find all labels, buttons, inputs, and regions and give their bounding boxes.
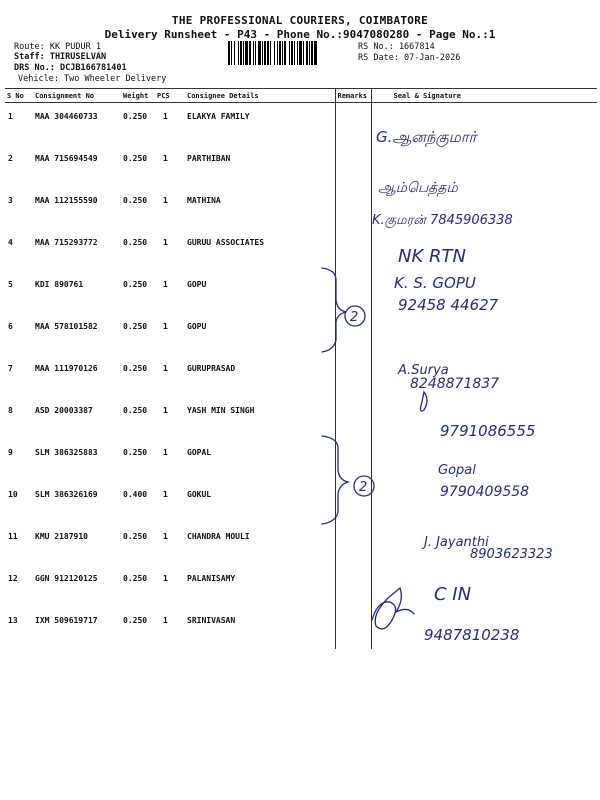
table-row bbox=[5, 313, 597, 355]
table-row bbox=[5, 565, 597, 607]
row-seal-signature bbox=[371, 145, 597, 187]
row-consignment-no: MAA 304460733 bbox=[35, 112, 98, 121]
row-consignee: GOKUL bbox=[187, 489, 212, 499]
row-sno: 7 bbox=[8, 363, 13, 373]
row-seal-signature bbox=[371, 187, 597, 229]
rs-number: RS No.: 1667814 bbox=[358, 42, 435, 52]
row-consignment-no: SLM 386326169 bbox=[35, 489, 98, 499]
row-remarks bbox=[335, 271, 371, 313]
row-consignment-no: KMU 2187910 bbox=[35, 531, 88, 541]
phone-row-11: 8903623323 bbox=[470, 547, 553, 562]
table-header-row bbox=[5, 89, 597, 103]
row-remarks bbox=[335, 481, 371, 523]
row-sno: 13 bbox=[8, 615, 18, 625]
row-remarks bbox=[335, 607, 371, 649]
signature-row-7: A.Surya bbox=[398, 363, 449, 378]
row-consignee: YASH MIN SINGH bbox=[187, 405, 255, 415]
row-sno: 8 bbox=[8, 405, 13, 415]
row-remarks bbox=[335, 523, 371, 565]
row-weight: 0.250 bbox=[123, 321, 148, 331]
row-pcs: 1 bbox=[163, 531, 168, 541]
row-consignee: PARTHIBAN bbox=[187, 153, 231, 163]
row-sno: 10 bbox=[8, 489, 18, 499]
row-consignee: SRINIVASAN bbox=[187, 615, 236, 625]
row-consignee: PALANISAMY bbox=[187, 573, 236, 583]
staff-label: Staff: THIRUSELVAN bbox=[14, 52, 107, 62]
row-remarks bbox=[335, 145, 371, 187]
row-weight: 0.250 bbox=[123, 531, 148, 541]
drs-number: DRS No.: DCJB166781401 bbox=[14, 63, 127, 73]
runsheet-subtitle: Delivery Runsheet - P43 - Phone No.:9047080280 - Page No.:1 bbox=[104, 28, 496, 41]
row-consignee: ELAKYA FAMILY bbox=[187, 112, 250, 121]
col-weight: Weight bbox=[121, 89, 155, 103]
col-sno: S No bbox=[5, 89, 33, 103]
row-weight: 0.250 bbox=[123, 447, 148, 457]
row-sno: 9 bbox=[8, 447, 13, 457]
row-seal-signature bbox=[371, 439, 597, 481]
bracket-count-1: 2 bbox=[350, 310, 359, 325]
row-weight: 0.250 bbox=[123, 405, 148, 415]
row-weight: 0.250 bbox=[123, 153, 148, 163]
row-seal-signature bbox=[371, 271, 597, 313]
signature-row-4: K.குமரன் 7845906338 bbox=[372, 213, 513, 228]
row-sno: 12 bbox=[8, 573, 18, 583]
phone-row-9: 9790409558 bbox=[440, 484, 530, 500]
table-row bbox=[5, 145, 597, 187]
row-sno: 3 bbox=[8, 195, 13, 205]
row-consignee: GOPU bbox=[187, 321, 207, 331]
row-pcs: 1 bbox=[163, 279, 168, 289]
row-consignment-no: SLM 386325883 bbox=[35, 447, 98, 457]
table-row bbox=[5, 355, 597, 397]
row-sno: 5 bbox=[8, 279, 13, 289]
table-row bbox=[5, 481, 597, 523]
signature-row-9: Gopal bbox=[438, 463, 476, 478]
runsheet-table bbox=[5, 88, 597, 649]
row-remarks bbox=[335, 397, 371, 439]
row-consignment-no: MAA 715293772 bbox=[35, 237, 98, 247]
row-sno: 4 bbox=[8, 237, 13, 247]
bracket-count-2: 2 bbox=[359, 480, 368, 495]
row-consignment-no: GGN 912120125 bbox=[35, 573, 98, 583]
row-pcs: 1 bbox=[163, 489, 168, 499]
row-pcs: 1 bbox=[163, 195, 168, 205]
row-weight: 0.250 bbox=[123, 615, 148, 625]
remark-nk-rtn: NK RTN bbox=[398, 246, 466, 267]
signature-row-11: J. Jayanthi bbox=[424, 535, 489, 550]
row-sno: 11 bbox=[8, 531, 18, 541]
row-weight: 0.250 bbox=[123, 573, 148, 583]
route-label: Route: KK PUDUR 1 bbox=[14, 42, 101, 52]
phone-row-5: 92458 44627 bbox=[398, 296, 499, 314]
row-seal-signature bbox=[371, 229, 597, 271]
row-sno: 1 bbox=[8, 112, 13, 121]
row-remarks bbox=[335, 355, 371, 397]
row-consignment-no: IXM 509619717 bbox=[35, 615, 98, 625]
row-pcs: 1 bbox=[163, 363, 168, 373]
row-consignment-no: MAA 578101582 bbox=[35, 321, 98, 331]
col-consignee: Consignee Details bbox=[185, 89, 335, 103]
row-pcs: 1 bbox=[163, 573, 168, 583]
table-row bbox=[5, 187, 597, 229]
barcode bbox=[228, 41, 355, 65]
row-weight: 0.400 bbox=[123, 489, 148, 499]
row-consignee: GURUPRASAD bbox=[187, 363, 236, 373]
row-pcs: 1 bbox=[163, 153, 168, 163]
row-weight: 0.250 bbox=[123, 363, 148, 373]
signature-row-5: K. S. GOPU bbox=[394, 274, 476, 292]
row-seal-signature bbox=[371, 523, 597, 565]
row-consignment-no: MAA 715694549 bbox=[35, 153, 98, 163]
row-pcs: 1 bbox=[163, 447, 168, 457]
vehicle-label: Vehicle: Two Wheeler Delivery bbox=[18, 74, 167, 84]
table-row bbox=[5, 271, 597, 313]
row-weight: 0.250 bbox=[123, 195, 148, 205]
row-consignee: MATHINA bbox=[187, 195, 221, 205]
table-row bbox=[5, 229, 597, 271]
row-consignee: GURUU ASSOCIATES bbox=[187, 237, 265, 247]
row-remarks bbox=[335, 313, 371, 355]
company-title: THE PROFESSIONAL COURIERS, COIMBATORE bbox=[171, 14, 429, 27]
phone-row-13: 9487810238 bbox=[424, 626, 520, 644]
phone-row-7: 8248871837 bbox=[410, 376, 500, 392]
phone-row-8: 9791086555 bbox=[440, 422, 536, 440]
table-row bbox=[5, 439, 597, 481]
col-consignment: Consignment No bbox=[33, 89, 121, 103]
row-consignee: GOPU bbox=[187, 279, 207, 289]
row-seal-signature bbox=[371, 313, 597, 355]
table-row bbox=[5, 607, 597, 649]
signature-row-3: ஆம்பெத்தம் bbox=[378, 180, 458, 196]
row-consignment-no: ASD 20003387 bbox=[35, 405, 93, 415]
remark-c-in: C IN bbox=[434, 584, 472, 605]
row-pcs: 1 bbox=[163, 321, 168, 331]
row-weight: 0.250 bbox=[123, 112, 148, 121]
row-consignee: CHANDRA MOULI bbox=[187, 531, 250, 541]
row-consignment-no: KDI 890761 bbox=[35, 279, 84, 289]
row-seal-signature bbox=[371, 103, 597, 145]
table-row bbox=[5, 103, 597, 145]
row-consignment-no: MAA 111970126 bbox=[35, 363, 98, 373]
signature-row-1: G.ஆனந்குமார் bbox=[376, 128, 477, 146]
row-seal-signature bbox=[371, 355, 597, 397]
row-remarks bbox=[335, 565, 371, 607]
table-row bbox=[5, 397, 597, 439]
row-pcs: 1 bbox=[163, 237, 168, 247]
table-row bbox=[5, 523, 597, 565]
row-pcs: 1 bbox=[163, 405, 168, 415]
row-remarks bbox=[335, 103, 371, 145]
row-remarks bbox=[335, 229, 371, 271]
col-pcs: PCS bbox=[155, 89, 185, 103]
rs-date: RS Date: 07-Jan-2026 bbox=[358, 53, 461, 63]
row-sno: 6 bbox=[8, 321, 13, 331]
row-sno: 2 bbox=[8, 153, 13, 163]
row-consignee: GOPAL bbox=[187, 447, 212, 457]
row-consignment-no: MAA 112155590 bbox=[35, 195, 98, 205]
col-seal: Seal & Signature bbox=[371, 89, 597, 103]
row-pcs: 1 bbox=[163, 615, 168, 625]
col-remarks: Remarks bbox=[335, 89, 371, 103]
row-seal-signature bbox=[371, 481, 597, 523]
row-pcs: 1 bbox=[163, 112, 168, 121]
row-remarks bbox=[335, 439, 371, 481]
row-weight: 0.250 bbox=[123, 279, 148, 289]
row-seal-signature bbox=[371, 607, 597, 649]
row-seal-signature bbox=[371, 397, 597, 439]
row-weight: 0.250 bbox=[123, 237, 148, 247]
row-remarks bbox=[335, 187, 371, 229]
row-seal-signature bbox=[371, 565, 597, 607]
